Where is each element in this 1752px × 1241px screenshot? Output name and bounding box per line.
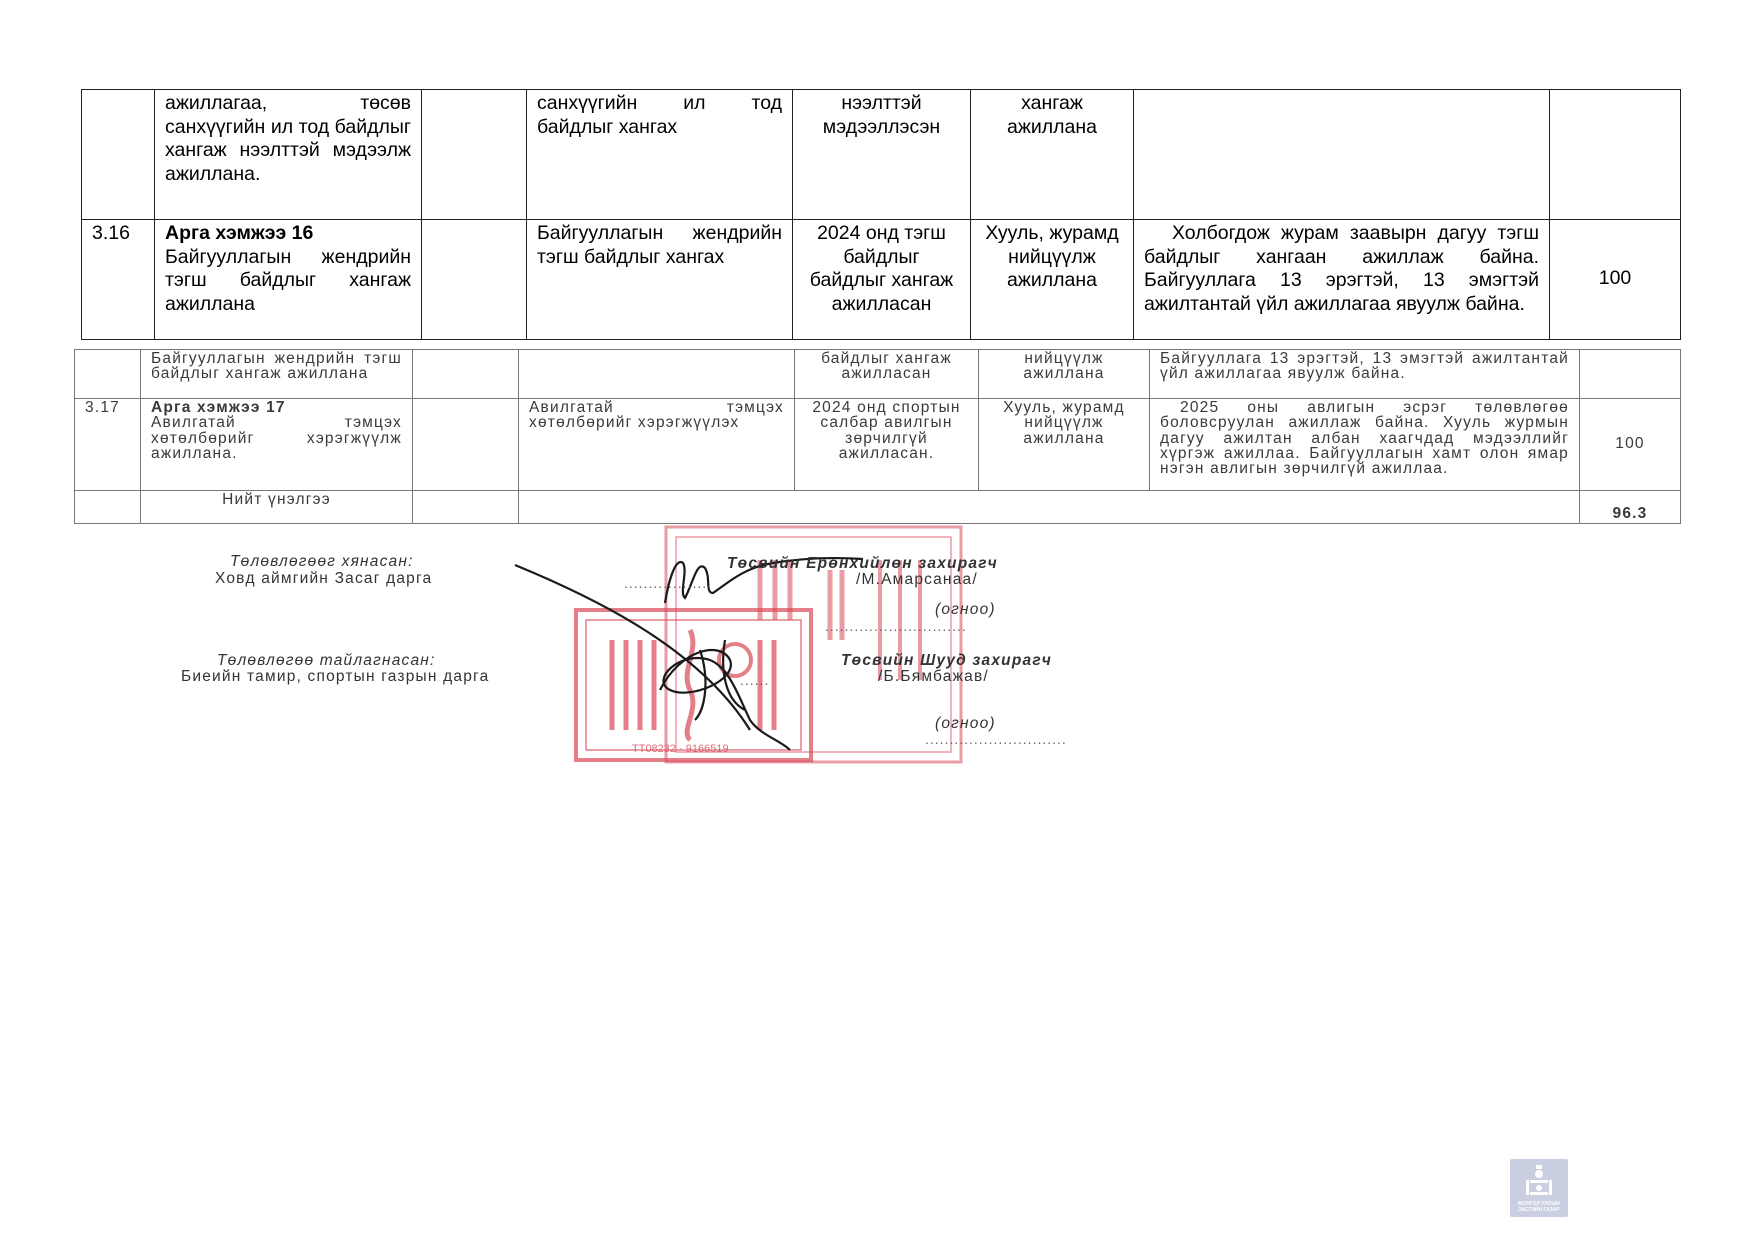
measure-cell: ажиллагаа, төсөв санхүүгийн ил тод байдлыг хангаж нээлттэй мэдээлж ажиллана.: [155, 90, 422, 220]
measure-cell: [155, 220, 422, 340]
signature-line: ..................: [624, 575, 713, 591]
plan-table: [81, 89, 1681, 340]
empty-cell: [422, 220, 527, 340]
report-cell: Холбогдож журам заавырн дагуу тэгш байдлыг хангаан ажиллаж байна. Байгууллага 13 эрэгтэй, 13 эмэгтэй ажилтантай үйл ажиллагаа явуулж байна.: [1134, 220, 1550, 340]
direct-manager-title: Төсвийн Шууд захирагч: [841, 652, 1053, 669]
empty-cell: [413, 350, 519, 399]
date-label-1: (огноо): [935, 601, 996, 618]
goal-cell: Авилгатай тэмцэх хөтөлбөрийг хэрэгжүүлэх: [519, 399, 795, 491]
method-cell: нийцүүлж ажиллана: [979, 350, 1150, 399]
lower-stamp: [576, 610, 811, 760]
date-label-2: (огноо): [935, 715, 996, 732]
score-cell: 100: [1550, 220, 1681, 340]
method-cell: Хууль, журамд нийцүүлж ажиллана: [971, 220, 1134, 340]
result-cell: 2024 онд тэгш байдлыг байдлыг хангаж ажилласан: [793, 220, 971, 340]
chief-manager-title: Төсвийн Ерөнхийлөн захирагч: [727, 555, 998, 572]
measure-title: Арга хэмжээ 17: [151, 399, 286, 416]
reviewed-label: Төлөвлөгөөг хянасан:: [230, 553, 414, 570]
method-cell: Хууль, журамд нийцүүлж ажиллана: [979, 399, 1150, 491]
scanned-plan-table: [74, 349, 1681, 524]
measure-description: Авилгатай тэмцэх хөтөлбөрийг хэрэгжүүлж ажиллана.: [151, 414, 402, 462]
date-line-1: .............................: [825, 618, 967, 634]
result-cell: байдлыг хангаж ажилласан: [795, 350, 979, 399]
reviewed-by: Ховд аймгийн Засаг дарга: [215, 570, 433, 587]
empty-cell: [413, 399, 519, 491]
result-cell: нээлттэй мэдээллэсэн: [793, 90, 971, 220]
empty-cell: [422, 90, 527, 220]
total-score: 96.3: [1580, 491, 1681, 524]
goal-cell: Байгууллагын жендрийн тэгш байдлыг хангах: [527, 220, 793, 340]
report-cell: [1134, 90, 1550, 220]
row-number-cell: [82, 90, 155, 220]
measure-description: Байгууллагын жендрийн тэгш байдлыг хангаж ажиллана: [165, 245, 411, 315]
row-number-cell: 3.17: [75, 399, 141, 491]
soyombo-icon: [1510, 1159, 1568, 1201]
logo-caption: МОНГОЛ УЛСЫН ЗАСГИЙН ГАЗАР: [1518, 1201, 1560, 1213]
empty-cell: [519, 491, 1580, 524]
row-number-cell: [75, 491, 141, 524]
chief-manager-name: /М.Амарсанаа/: [856, 571, 978, 588]
empty-cell: [413, 491, 519, 524]
measure-title: Арга хэмжээ 16: [165, 222, 314, 244]
stamp-code: ТТ08232 · 9166519: [632, 743, 729, 755]
row-number-cell: 3.16: [82, 220, 155, 340]
signature-line: ......: [740, 672, 770, 688]
government-logo: [1510, 1159, 1568, 1217]
score-cell: 100: [1580, 399, 1681, 491]
score-cell: [1550, 90, 1681, 220]
signature-ink: [515, 558, 863, 750]
measure-cell: [141, 399, 413, 491]
report-cell: 2025 оны авлигын эсрэг төлөвлөгөө боловсруулан ажиллаж байна. Хууль журмын дагуу ажилтан албан хаагчдад мэдээллийг хүргэж ажиллаа. Байгууллагын хамт олон ямар нэгэн авлигын зөрчилгүй ажиллаа.: [1150, 399, 1580, 491]
reported-by: Биеийн тамир, спортын газрын дарга: [181, 668, 490, 685]
table-row: [82, 220, 1681, 340]
goal-cell: [519, 350, 795, 399]
table-row: [82, 90, 1681, 220]
method-cell: хангаж ажиллана: [971, 90, 1134, 220]
upper-stamp: [666, 527, 961, 762]
table-row: [75, 399, 1681, 491]
total-label: Нийт үнэлгээ: [141, 491, 413, 524]
row-number-cell: [75, 350, 141, 399]
result-cell: 2024 онд спортын салбар авилгын зөрчилгүй ажилласан.: [795, 399, 979, 491]
reported-label: Төлөвлөгөө тайлагнасан:: [217, 652, 436, 669]
table-row: [75, 350, 1681, 399]
date-line-2: .............................: [925, 731, 1067, 747]
measure-cell: Байгууллагын жендрийн тэгш байдлыг хангаж ажиллана: [141, 350, 413, 399]
table-row-total: [75, 491, 1681, 524]
report-cell: Байгууллага 13 эрэгтэй, 13 эмэгтэй ажилтантай үйл ажиллагаа явуулж байна.: [1150, 350, 1580, 399]
goal-cell: санхүүгийн ил тод байдлыг хангах: [527, 90, 793, 220]
direct-manager-name: /Б.Бямбажав/: [878, 668, 989, 685]
score-cell: [1580, 350, 1681, 399]
